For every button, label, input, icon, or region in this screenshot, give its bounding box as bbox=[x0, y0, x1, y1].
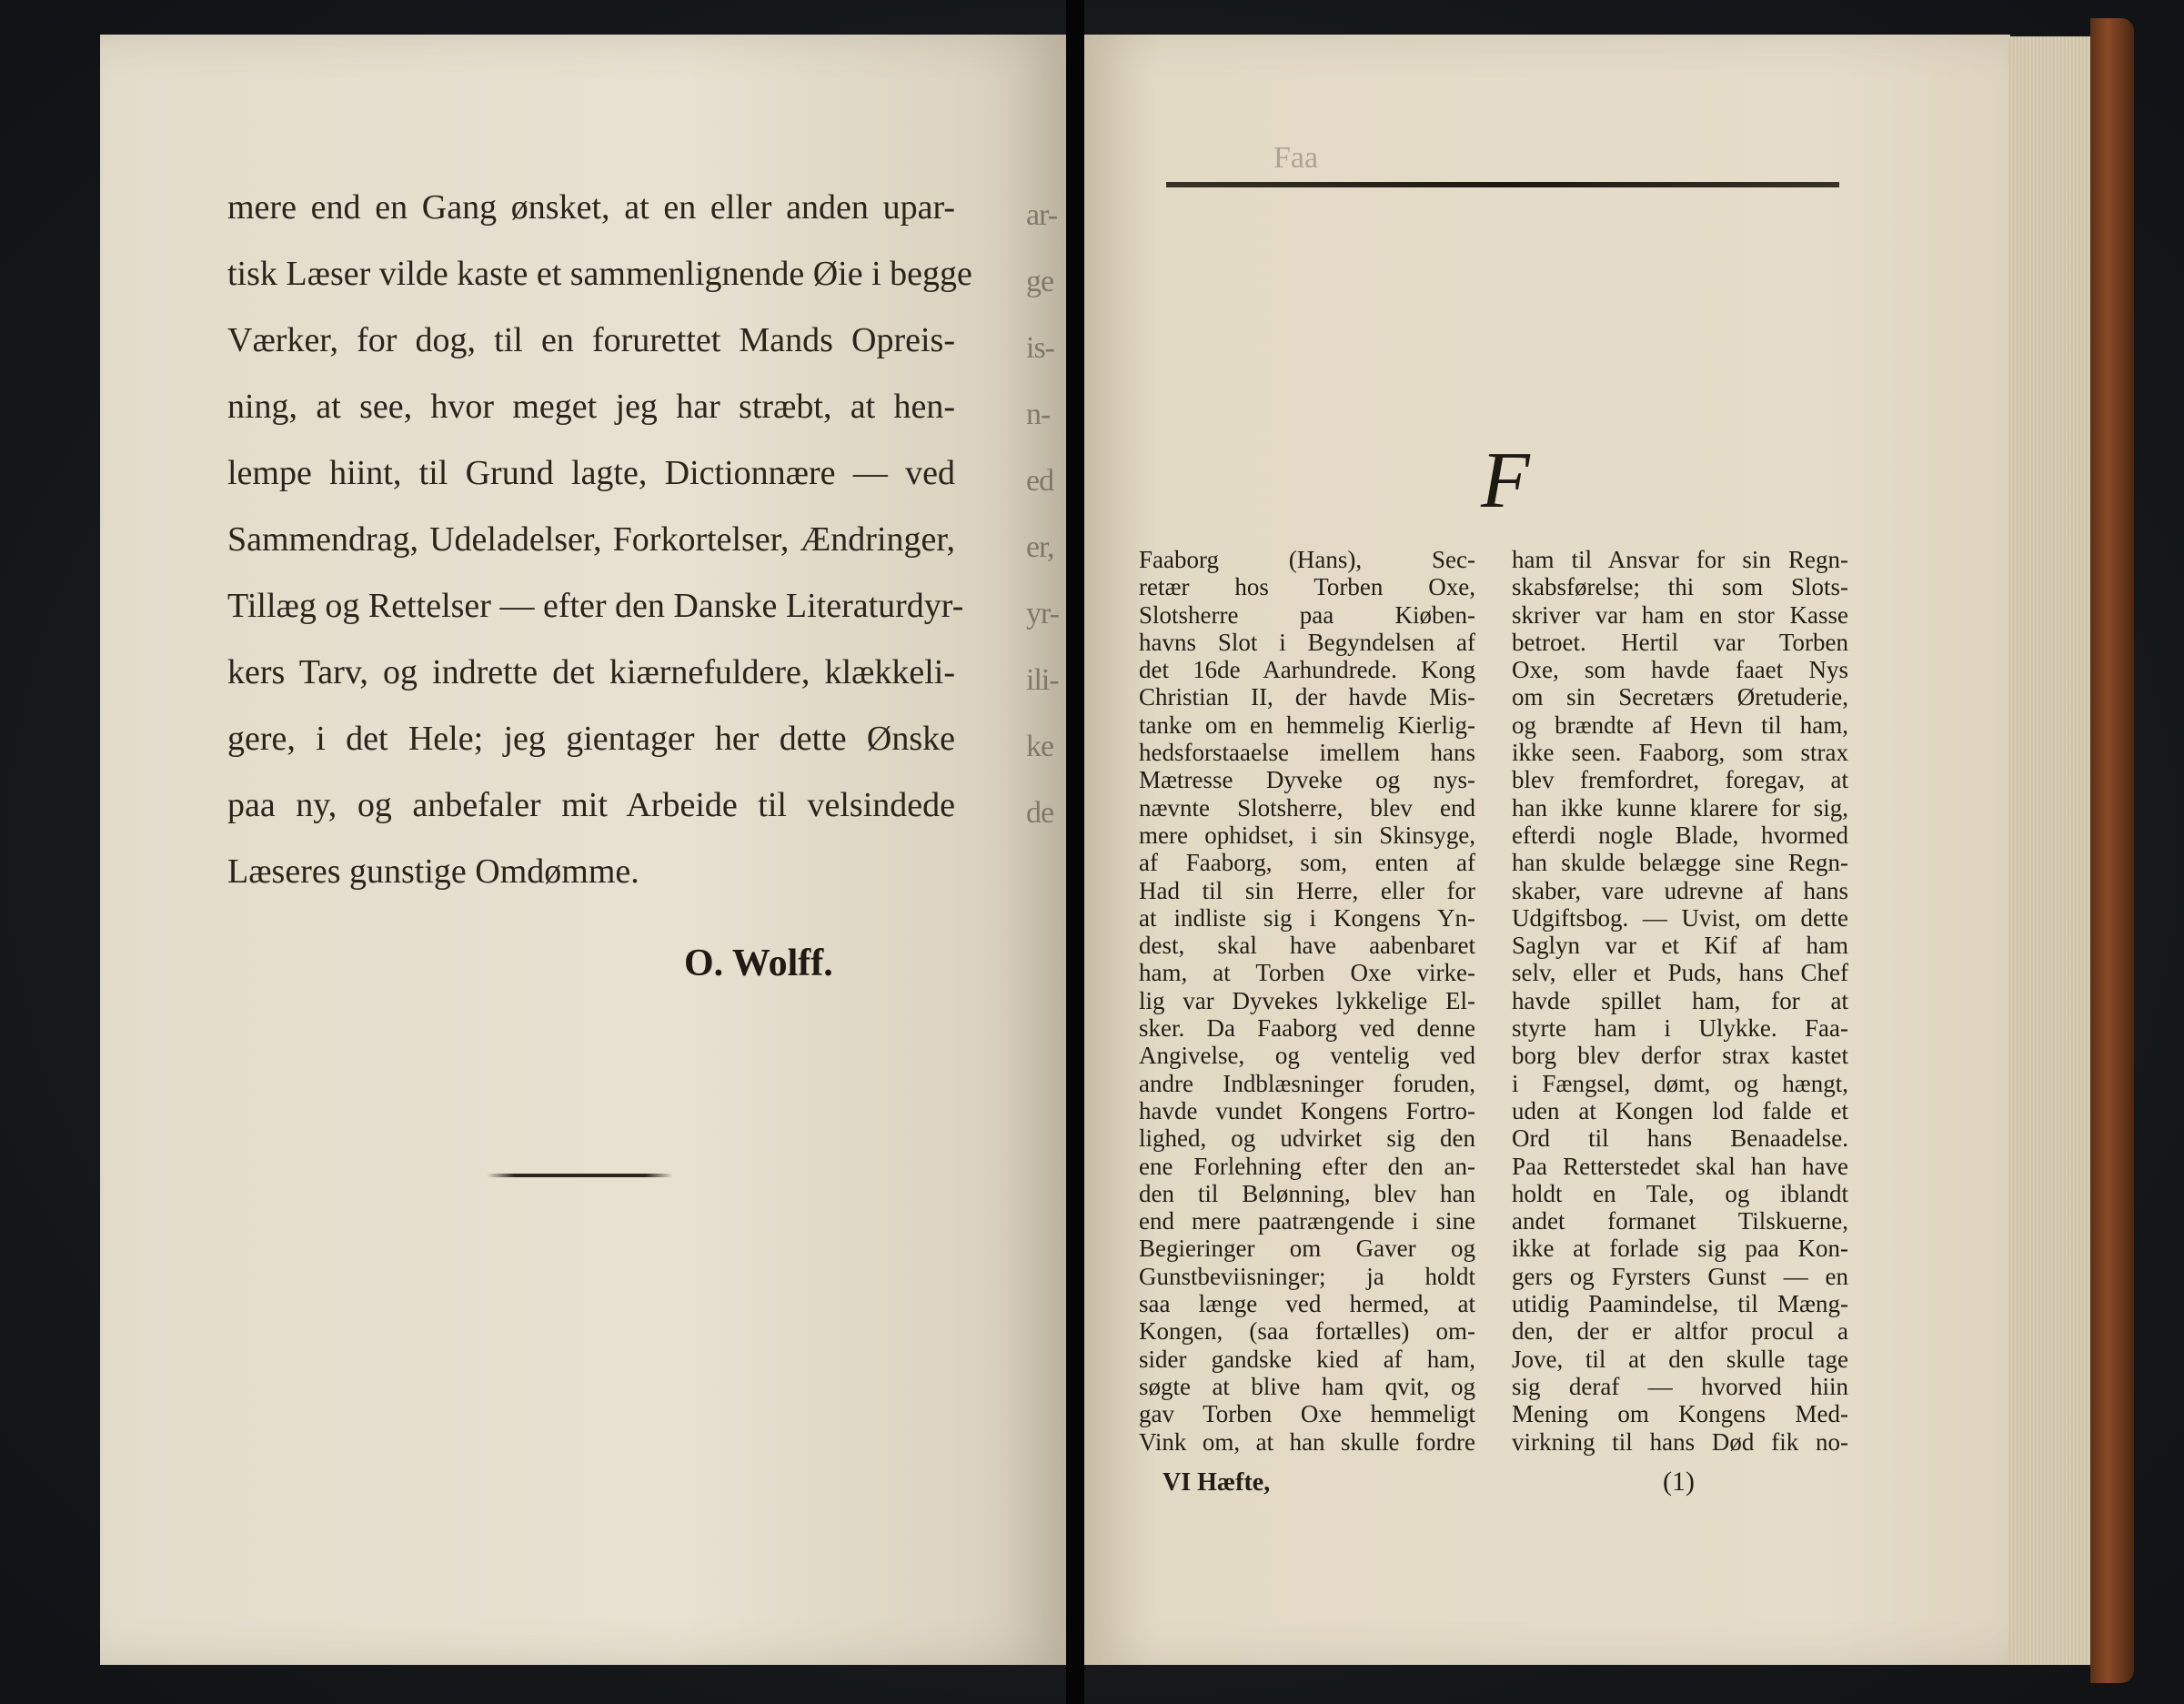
entry-line: Jove, til at den skulle tage bbox=[1512, 1345, 1848, 1373]
bleed-fragment: is- bbox=[1026, 331, 1054, 365]
entry-line: saa længe ved hermed, at bbox=[1139, 1290, 1475, 1318]
bleed-fragment: ke bbox=[1026, 730, 1054, 763]
entry-line: nævnte Slotsherre, blev end bbox=[1139, 793, 1475, 822]
entry-column-left bbox=[1139, 546, 1475, 1456]
entry-line: Udgiftsbog. — Uvist, om dette bbox=[1512, 903, 1848, 932]
entry-line: Faaborg (Hans), Sec- bbox=[1139, 546, 1475, 573]
preface-line: Sammendrag, Udeladelser, Forkortelser, Ændringer, bbox=[227, 520, 955, 559]
entry-line: skriver var ham en stor Kasse bbox=[1512, 600, 1848, 629]
entry-line: Paa Retterstedet skal han have bbox=[1512, 1152, 1848, 1180]
entry-line: Begieringer om Gaver og bbox=[1139, 1235, 1475, 1263]
entry-line: Oxe, som havde faaet Nys bbox=[1512, 656, 1848, 684]
entry-line: mere ophidset, i sin Skinsyge, bbox=[1139, 821, 1475, 849]
entry-line: Slotsherre paa Kiøben- bbox=[1139, 600, 1475, 629]
bleed-fragment: ge bbox=[1026, 265, 1054, 298]
bleed-fragment: ed bbox=[1026, 464, 1054, 498]
entry-line: holdt en Tale, og iblandt bbox=[1512, 1179, 1848, 1207]
preface-line: lempe hiint, til Grund lagte, Dictionnære — ved bbox=[227, 454, 955, 492]
preface-line: Tillæg og Rettelser — efter den Danske Literaturdyr- bbox=[227, 587, 964, 625]
bleed-fragment: er, bbox=[1026, 530, 1054, 564]
leather-binding bbox=[2090, 18, 2134, 1683]
entry-line: ene Forlehning efter den an- bbox=[1139, 1152, 1475, 1180]
entry-line: andre Indblæsninger foruden, bbox=[1139, 1069, 1475, 1097]
page-number: (1) bbox=[1663, 1467, 1695, 1497]
entry-line: utidig Paamindelse, til Mæng- bbox=[1512, 1290, 1848, 1318]
entry-line: gav Torben Oxe hemmeligt bbox=[1139, 1400, 1475, 1428]
entry-line: Mening om Kongens Med- bbox=[1512, 1400, 1848, 1428]
bleed-fragment: yr- bbox=[1026, 597, 1059, 630]
preface-line: kers Tarv, og indrette det kiærnefuldere, klækkeli- bbox=[227, 653, 955, 691]
entry-line: hedsforstaaelse imellem hans bbox=[1139, 739, 1475, 767]
entry-line: havde vundet Kongens Fortro- bbox=[1139, 1096, 1475, 1124]
preface-line: Værker, for dog, til en forurettet Mands Opreis- bbox=[227, 321, 955, 359]
entry-line: søgte at blive ham qvit, og bbox=[1139, 1372, 1475, 1400]
entry-line: Christian II, der havde Mis- bbox=[1139, 683, 1475, 711]
entry-line: den til Belønning, blev han bbox=[1139, 1179, 1475, 1207]
entry-line: styrte ham i Ulykke. Faa- bbox=[1512, 1014, 1848, 1043]
gutter-divider bbox=[1066, 0, 1084, 1704]
entry-line: ham til Ansvar for sin Regn- bbox=[1512, 546, 1848, 573]
entry-line: Ord til hans Benaadelse. bbox=[1512, 1124, 1848, 1153]
preface-line: tisk Læser vilde kaste et sammenlignende Øie i begge bbox=[227, 255, 972, 293]
entry-line: uden at Kongen lod falde et bbox=[1512, 1096, 1848, 1124]
entry-line: sider gandske kied af ham, bbox=[1139, 1345, 1475, 1373]
entry-line: det 16de Aarhundrede. Kong bbox=[1139, 656, 1475, 684]
entry-line: Kongen, (saa fortælles) om- bbox=[1139, 1317, 1475, 1346]
section-initial: F bbox=[1481, 437, 1530, 525]
entry-line: ikke at forlade sig paa Kon- bbox=[1512, 1235, 1848, 1263]
entry-line: tanke om en hemmelig Kierlig- bbox=[1139, 711, 1475, 739]
entry-line: sig deraf — hvorved hiin bbox=[1512, 1372, 1848, 1400]
signature-mark: VI Hæfte, bbox=[1162, 1468, 1271, 1497]
entry-line: om sin Secretærs Øretuderie, bbox=[1512, 683, 1848, 711]
bleed-fragment: n- bbox=[1026, 398, 1051, 431]
entry-line: ikke seen. Faaborg, som strax bbox=[1512, 739, 1848, 767]
header-ghost-text: Faa bbox=[1273, 141, 1319, 175]
entry-line: end mere paatrængende i sine bbox=[1139, 1207, 1475, 1235]
entry-line: Vink om, at han skulle fordre bbox=[1139, 1427, 1475, 1456]
entry-line: havns Slot i Begyndelsen af bbox=[1139, 628, 1475, 656]
entry-line: den, der er altfor procul a bbox=[1512, 1317, 1848, 1346]
entry-line: Had til sin Herre, eller for bbox=[1139, 876, 1475, 904]
entry-line: lighed, og udvirket sig den bbox=[1139, 1124, 1475, 1153]
entry-line: han skulde belægge sine Regn- bbox=[1512, 849, 1848, 877]
entry-line: efterdi nogle Blade, hvormed bbox=[1512, 821, 1848, 849]
entry-line: dest, skal have aabenbaret bbox=[1139, 932, 1475, 960]
bleed-through-fragments bbox=[1026, 182, 1066, 846]
entry-line: selv, eller et Puds, hans Chef bbox=[1512, 959, 1848, 987]
entry-line: skaber, vare udrevne af hans bbox=[1512, 876, 1848, 904]
entry-line: sker. Da Faaborg ved denne bbox=[1139, 1014, 1475, 1043]
entry-line: og brændte af Hevn til ham, bbox=[1512, 711, 1848, 739]
entry-line: borg blev derfor strax kastet bbox=[1512, 1042, 1848, 1070]
entry-line: han ikke kunne klarere for sig, bbox=[1512, 793, 1848, 822]
entry-line: Angivelse, og ventelig ved bbox=[1139, 1042, 1475, 1070]
entry-line: ham, at Torben Oxe virke- bbox=[1139, 959, 1475, 987]
entry-line: skabsførelse; thi som Slots- bbox=[1512, 573, 1848, 601]
entry-line: betroet. Hertil var Torben bbox=[1512, 628, 1848, 656]
bleed-fragment: de bbox=[1026, 796, 1054, 830]
entry-line: retær hos Torben Oxe, bbox=[1139, 573, 1475, 601]
preface-line: ning, at see, hvor meget jeg har stræbt, at hen- bbox=[227, 388, 955, 426]
preface-line: Læseres gunstige Omdømme. bbox=[227, 852, 639, 891]
entry-line: Gunstbeviisninger; ja holdt bbox=[1139, 1262, 1475, 1290]
entry-line: andet formanet Tilskuerne, bbox=[1512, 1207, 1848, 1235]
preface-text bbox=[227, 175, 972, 905]
entry-line: Mætresse Dyveke og nys- bbox=[1139, 766, 1475, 794]
preface-line: mere end en Gang ønsket, at en eller anden upar- bbox=[227, 188, 955, 227]
bleed-fragment: ar- bbox=[1026, 198, 1058, 232]
entry-line: Saglyn var et Kif af ham bbox=[1512, 932, 1848, 960]
ornamental-rule bbox=[487, 1174, 673, 1177]
entry-line: at indliste sig i Kongens Yn- bbox=[1139, 903, 1475, 932]
entry-line: blev fremfordret, foregav, at bbox=[1512, 766, 1848, 794]
entry-line: i Fængsel, dømt, og hængt, bbox=[1512, 1069, 1848, 1097]
entry-line: virkning til hans Død fik no- bbox=[1512, 1427, 1848, 1456]
entry-line: af Faaborg, som, enten af bbox=[1139, 849, 1475, 877]
entry-line: lig var Dyvekes lykkelige El- bbox=[1139, 986, 1475, 1014]
entry-line: havde spillet ham, for at bbox=[1512, 986, 1848, 1014]
author-signature: O. Wolff. bbox=[684, 943, 833, 984]
entry-line: gers og Fyrsters Gunst — en bbox=[1512, 1262, 1848, 1290]
page-edges bbox=[2008, 36, 2092, 1665]
entry-column-right bbox=[1512, 546, 1848, 1456]
preface-line: gere, i det Hele; jeg gientager her dette Ønske bbox=[227, 720, 955, 758]
preface-line: paa ny, og anbefaler mit Arbeide til velsindede bbox=[227, 786, 955, 824]
header-rule bbox=[1166, 182, 1839, 187]
bleed-fragment: ili- bbox=[1026, 663, 1059, 697]
